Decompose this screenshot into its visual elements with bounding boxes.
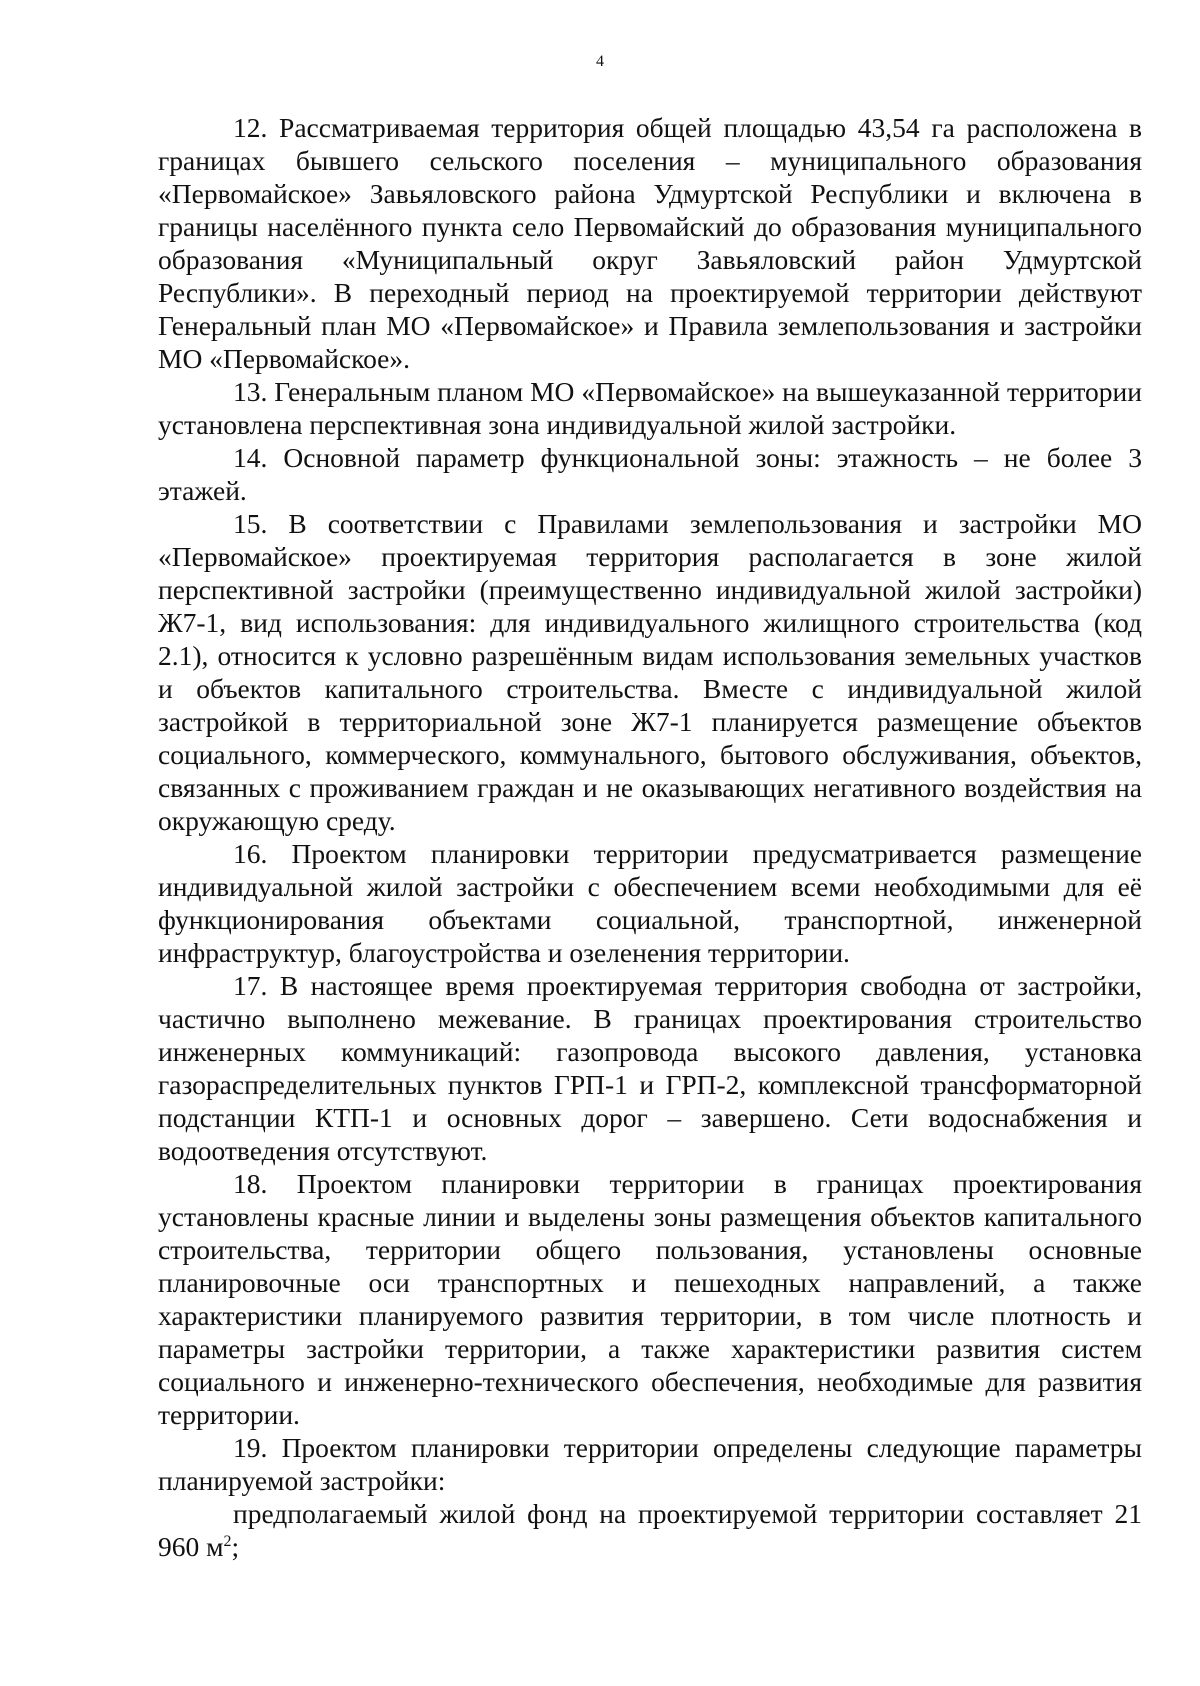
housing-stock-text: предполагаемый жилой фонд на проектируемой территории составляет 21 960 м: [158, 1498, 1142, 1562]
housing-stock-paragraph: [158, 1497, 1142, 1563]
paragraph-12: 12. Рассматриваемая территория общей площадью 43,54 га расположена в границах бывшего сельского поселения – муниципального образования «Первомайское» Завьяловского района Удмуртской Республики и включена в границы населённого пункта село Первомайский до образования муниципального образования «Муниципальный округ Завьяловский район Удмуртской Республики». В переходный период на проектируемой территории действуют Генеральный план МО «Первомайское» и Правила землепользования и застройки МО «Первомайское».: [158, 112, 1142, 374]
paragraph-16: 16. Проектом планировки территории предусматривается размещение индивидуальной жилой застройки с обеспечением всеми необходимыми для её функционирования объектами социальной, транспортной, инженерной инфраструктур, благоустройства и озеленения территории.: [158, 838, 1142, 968]
paragraph-18: 18. Проектом планировки территории в границах проектирования установлены красные линии и выделены зоны размещения объектов капитального строительства, территории общего пользования, установлены основные планировочные оси транспортных и пешеходных направлений, а также характеристики планируемого развития территории, в том числе плотность и параметры застройки территории, а также характеристики развития систем социального и инженерно-технического обеспечения, необходимые для развития территории.: [158, 1168, 1142, 1430]
paragraph-14: 14. Основной параметр функциональной зоны: этажность – не более 3 этажей.: [158, 442, 1142, 506]
page-number: 4: [596, 53, 604, 70]
superscript-two: 2: [223, 1532, 232, 1550]
paragraph-15: 15. В соответствии с Правилами землепользования и застройки МО «Первомайское» проектируемая территория располагается в зоне жилой перспективной застройки (преимущественно индивидуальной жилой застройки) Ж7-1, вид использования: для индивидуального жилищного строительства (код 2.1), относится к условно разрешённым видам использования земельных участков и объектов капитального строительства. Вместе с индивидуальной жилой застройкой в территориальной зоне Ж7-1 планируется размещение объектов социального, коммерческого, коммунального, бытового обслуживания, объектов, связанных с проживанием граждан и не оказывающих негативного воздействия на окружающую среду.: [158, 508, 1142, 836]
paragraph-19: 19. Проектом планировки территории определены следующие параметры планируемой застройки:: [158, 1432, 1142, 1496]
paragraph-17: 17. В настоящее время проектируемая территория свободна от застройки, частично выполнено межевание. В границах проектирования строительство инженерных коммуникаций: газопровода высокого давления, установка газораспределительных пунктов ГРП-1 и ГРП-2, комплексной трансформаторной подстанции КТП-1 и основных дорог – завершено. Сети водоснабжения и водоотведения отсутствуют.: [158, 970, 1142, 1166]
trailing-punctuation: ;: [231, 1531, 240, 1562]
paragraph-13: 13. Генеральным планом МО «Первомайское» на вышеуказанной территории установлена перспективная зона индивидуальной жилой застройки.: [158, 376, 1142, 440]
document-body: [158, 111, 1142, 1563]
